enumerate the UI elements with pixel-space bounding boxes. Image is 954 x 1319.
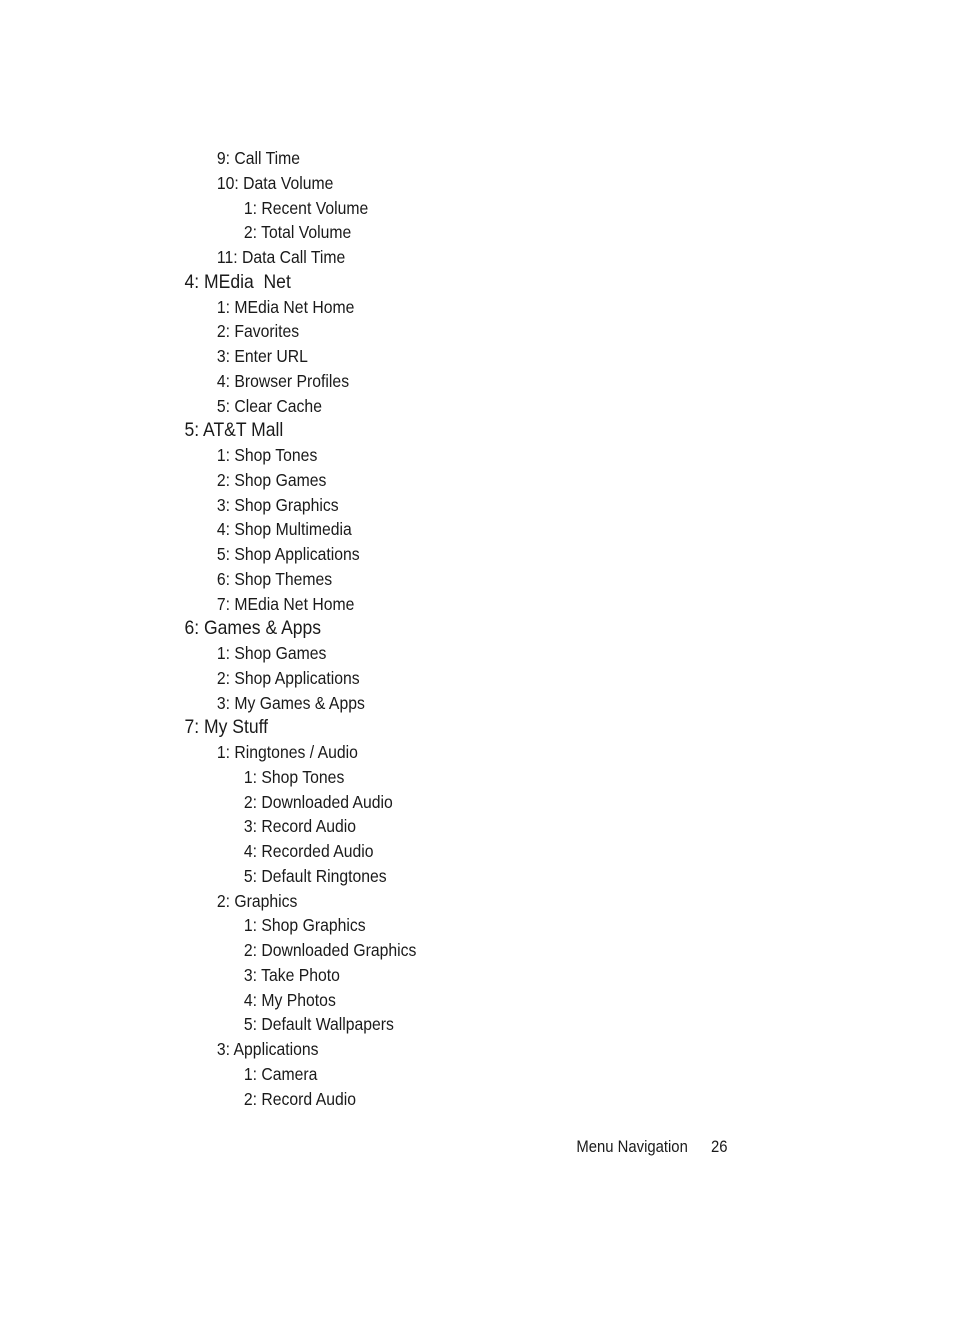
menu-subitem: 1: Shop Graphics	[243, 915, 366, 936]
menu-item: 9: Call Time	[216, 148, 301, 168]
menu-item: 3: Applications	[216, 1039, 319, 1059]
menu-item: 4: Shop Multimedia	[216, 519, 352, 540]
menu-item: 1: Shop Games	[216, 643, 327, 663]
menu-item: 10: Data Volume	[216, 172, 334, 193]
menu-item: 4: Browser Profiles	[216, 370, 350, 391]
menu-item: 3: Shop Graphics	[216, 494, 339, 515]
menu-subitem: 1: Camera	[243, 1063, 318, 1084]
menu-subitem: 3: Record Audio	[243, 816, 356, 837]
menu-item: 1: Shop Tones	[216, 445, 318, 465]
menu-subitem: 4: My Photos	[243, 989, 336, 1010]
menu-item: 11: Data Call Time	[216, 247, 346, 267]
menu-subitem: 5: Default Wallpapers	[243, 1014, 394, 1035]
menu-item: 2: Favorites	[216, 321, 300, 342]
menu-tree	[0, 146, 954, 1111]
menu-item: 5: Clear Cache	[216, 395, 322, 416]
footer-section-title: Menu Navigation	[576, 1138, 688, 1156]
menu-item: 1: Ringtones / Audio	[216, 742, 358, 762]
menu-subitem: 2: Total Volume	[243, 222, 352, 243]
menu-item: 2: Shop Applications	[216, 667, 360, 688]
menu-heading: 7: My Stuff	[184, 716, 269, 739]
menu-heading: 6: Games & Apps	[184, 617, 322, 640]
menu-subitem: 4: Recorded Audio	[243, 841, 374, 861]
menu-item: 7: MEdia Net Home	[216, 593, 355, 614]
menu-item: 2: Graphics	[216, 890, 298, 911]
menu-item: 6: Shop Themes	[216, 568, 333, 589]
menu-subitem: 2: Downloaded Audio	[243, 791, 393, 812]
menu-subitem: 5: Default Ringtones	[243, 865, 387, 886]
menu-item: 1: MEdia Net Home	[216, 296, 355, 317]
menu-subitem: 2: Record Audio	[243, 1088, 356, 1109]
menu-subitem: 1: Shop Tones	[243, 766, 345, 787]
menu-subitem: 1: Recent Volume	[243, 197, 369, 218]
menu-item: 5: Shop Applications	[216, 544, 360, 564]
page-number: 26	[711, 1138, 728, 1156]
menu-item: 3: My Games & Apps	[216, 692, 365, 713]
menu-item: 3: Enter URL	[216, 346, 308, 366]
menu-heading: 5: AT&T Mall	[184, 419, 284, 442]
menu-subitem: 3: Take Photo	[243, 964, 340, 985]
menu-subitem: 2: Downloaded Graphics	[243, 940, 417, 960]
menu-heading: 4: MEdia Net	[184, 270, 291, 293]
page-footer	[0, 1135, 954, 1159]
menu-item: 2: Shop Games	[216, 469, 327, 490]
